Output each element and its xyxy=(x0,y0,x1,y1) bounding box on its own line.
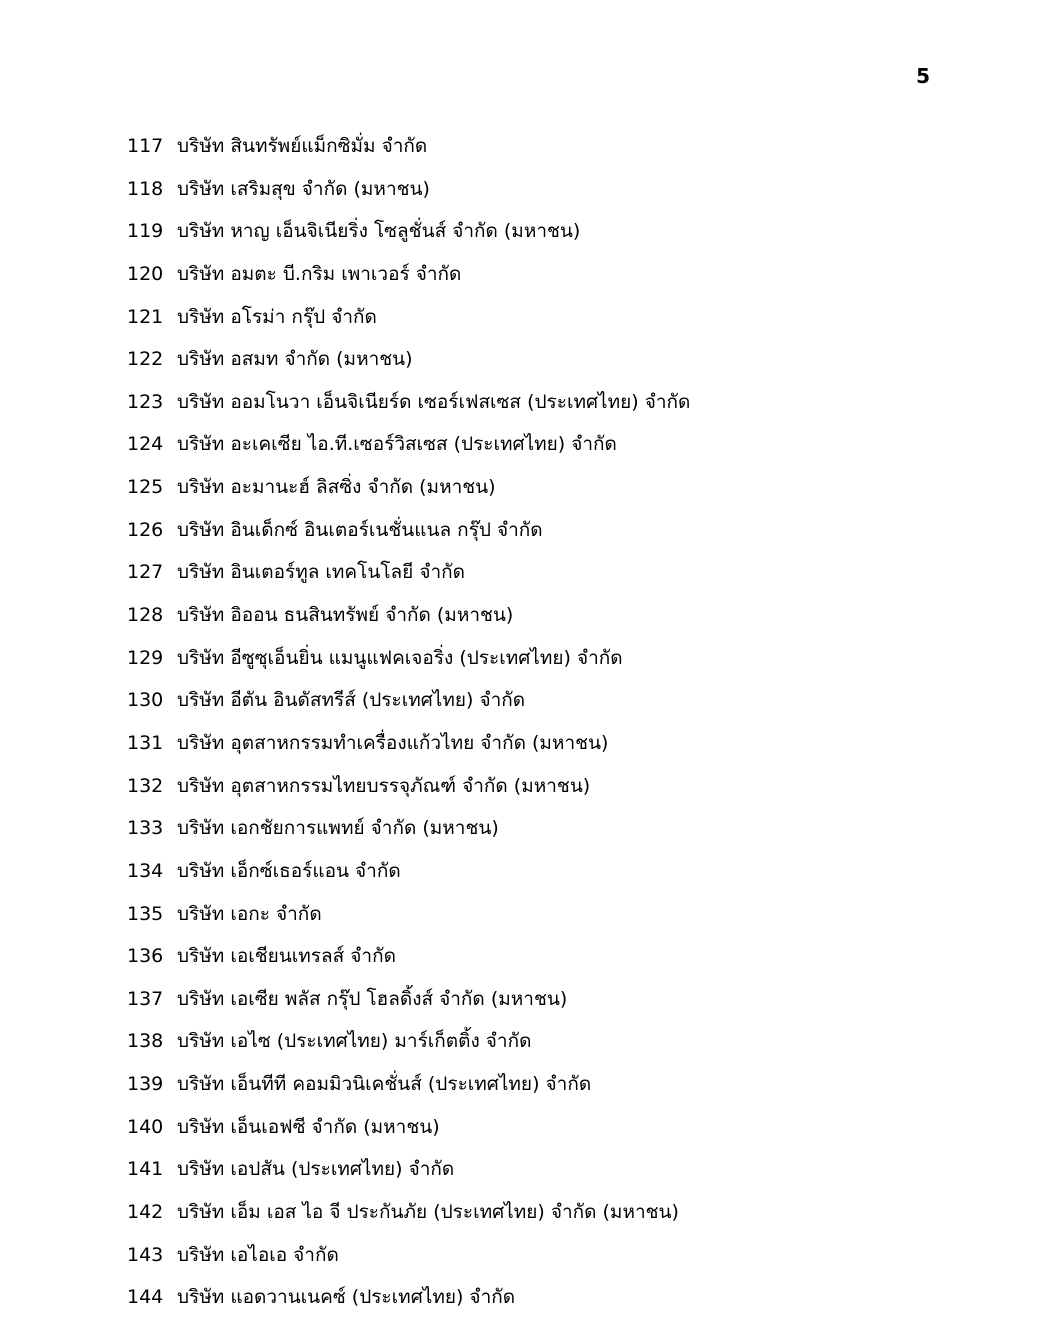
company-name: บริษัท เอ็นทีที คอมมิวนิเคชั่นส์ (ประเทศไทย) จำกัด xyxy=(177,1073,592,1096)
list-item xyxy=(0,1067,1046,1110)
item-number: 143 xyxy=(127,1243,164,1266)
item-number: 127 xyxy=(127,561,164,584)
company-name: บริษัท เอเซีย พลัส กรุ๊ป โฮลดิ้งส์ จำกัด (มหาชน) xyxy=(177,987,568,1010)
list-item xyxy=(0,897,1046,940)
item-number: 132 xyxy=(127,774,164,797)
item-number: 131 xyxy=(127,731,164,754)
item-number: 119 xyxy=(127,220,164,243)
item-number: 137 xyxy=(127,987,164,1010)
list-item xyxy=(0,257,1046,300)
company-name: บริษัท อะเคเซีย ไอ.ที.เซอร์วิสเซส (ประเทศไทย) จำกัด xyxy=(177,433,617,456)
item-number: 135 xyxy=(127,902,164,925)
item-number: 122 xyxy=(127,348,164,371)
item-number: 129 xyxy=(127,646,164,669)
company-name: บริษัท อินเตอร์ทูล เทคโนโลยี จำกัด xyxy=(177,561,465,584)
company-name: บริษัท เอปสัน (ประเทศไทย) จำกัด xyxy=(177,1158,455,1181)
company-name: บริษัท เอเชียนเทรลส์ จำกัด xyxy=(177,945,396,968)
item-number: 124 xyxy=(127,433,164,456)
list-item xyxy=(0,726,1046,769)
list-item xyxy=(0,513,1046,556)
list-item xyxy=(0,172,1046,215)
company-name: บริษัท ออมโนวา เอ็นจิเนียร์ด เซอร์เฟสเซส (ประเทศไทย) จำกัด xyxy=(177,390,691,413)
company-name: บริษัท อะมานะฮ์ ลิสซิ่ง จำกัด (มหาชน) xyxy=(177,476,496,499)
item-number: 136 xyxy=(127,945,164,968)
list-item xyxy=(0,939,1046,982)
item-number: 117 xyxy=(127,135,164,157)
page-number: 5 xyxy=(916,64,930,88)
list-item xyxy=(0,683,1046,726)
list-item xyxy=(0,129,1046,172)
item-number: 144 xyxy=(127,1286,164,1309)
list-item xyxy=(0,854,1046,897)
item-number: 121 xyxy=(127,305,164,328)
list-item xyxy=(0,769,1046,812)
item-number: 141 xyxy=(127,1158,164,1181)
list-item xyxy=(0,1110,1046,1153)
list-item xyxy=(0,811,1046,854)
list-item xyxy=(0,982,1046,1025)
item-number: 142 xyxy=(127,1201,164,1224)
list-item xyxy=(0,1152,1046,1195)
company-name: บริษัท อินเด็กซ์ อินเตอร์เนชั่นแนล กรุ๊ป จำกัด xyxy=(177,518,543,541)
company-name: บริษัท อุตสาหกรรมทำเครื่องแก้วไทย จำกัด (มหาชน) xyxy=(177,731,609,754)
item-number: 126 xyxy=(127,518,164,541)
company-name: บริษัท แอดวานเนคซ์ (ประเทศไทย) จำกัด xyxy=(177,1286,516,1309)
item-number: 130 xyxy=(127,689,164,712)
company-name: บริษัท อีซูซุเอ็นยิ่น แมนูแฟคเจอริ่ง (ประเทศไทย) จำกัด xyxy=(177,646,623,669)
list-item xyxy=(0,641,1046,684)
company-name: บริษัท อิออน ธนสินทรัพย์ จำกัด (มหาชน) xyxy=(177,604,514,627)
list-item xyxy=(0,427,1046,470)
item-number: 138 xyxy=(127,1030,164,1053)
company-name: บริษัท เอ็กซ์เธอร์แอน จำกัด xyxy=(177,859,401,882)
item-number: 133 xyxy=(127,817,164,840)
company-name: บริษัท เอ็นเอฟซี จำกัด (มหาชน) xyxy=(177,1115,440,1138)
list-item xyxy=(0,385,1046,428)
company-name: บริษัท อมตะ บี.กริม เพาเวอร์ จำกัด xyxy=(177,262,462,285)
company-name: บริษัท สินทรัพย์แม็กซิมั่ม จำกัด xyxy=(177,135,428,157)
list-item xyxy=(0,598,1046,641)
company-name: บริษัท หาญ เอ็นจิเนียริ่ง โซลูชั่นส์ จำกัด (มหาชน) xyxy=(177,220,581,243)
item-number: 120 xyxy=(127,262,164,285)
company-name: บริษัท อีตัน อินดัสทรีส์ (ประเทศไทย) จำกัด xyxy=(177,689,526,712)
item-number: 125 xyxy=(127,476,164,499)
company-name: บริษัท เอไซ (ประเทศไทย) มาร์เก็ตติ้ง จำกัด xyxy=(177,1030,532,1053)
item-number: 118 xyxy=(127,177,164,200)
company-name: บริษัท อสมท จำกัด (มหาชน) xyxy=(177,348,413,371)
company-name: บริษัท เอกะ จำกัด xyxy=(177,902,322,925)
list-item xyxy=(0,1024,1046,1067)
item-number: 134 xyxy=(127,859,164,882)
item-number: 123 xyxy=(127,390,164,413)
list-item xyxy=(0,342,1046,385)
item-number: 128 xyxy=(127,604,164,627)
company-name: บริษัท อโรม่า กรุ๊ป จำกัด xyxy=(177,305,377,328)
list-item xyxy=(0,214,1046,257)
list-item xyxy=(0,1238,1046,1281)
company-name: บริษัท เอกชัยการแพทย์ จำกัด (มหาชน) xyxy=(177,817,499,840)
company-list xyxy=(0,129,1046,1323)
item-number: 140 xyxy=(127,1115,164,1138)
list-item xyxy=(0,300,1046,343)
list-item xyxy=(0,470,1046,513)
company-name: บริษัท อุตสาหกรรมไทยบรรจุภัณฑ์ จำกัด (มหาชน) xyxy=(177,774,591,797)
list-item xyxy=(0,555,1046,598)
list-item xyxy=(0,1195,1046,1238)
company-name: บริษัท เอไอเอ จำกัด xyxy=(177,1243,339,1266)
company-name: บริษัท เสริมสุข จำกัด (มหาชน) xyxy=(177,177,430,200)
list-item xyxy=(0,1280,1046,1323)
company-name: บริษัท เอ็ม เอส ไอ จี ประกันภัย (ประเทศไทย) จำกัด (มหาชน) xyxy=(177,1201,679,1224)
item-number: 139 xyxy=(127,1073,164,1096)
